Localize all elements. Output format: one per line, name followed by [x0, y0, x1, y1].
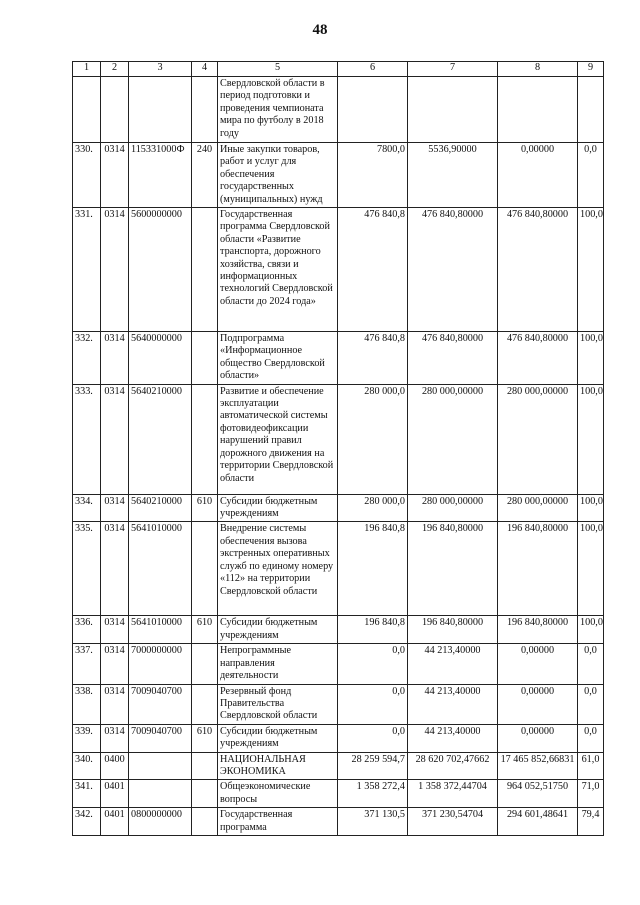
row-number — [73, 77, 101, 143]
target-article-code: 5600000000 — [129, 208, 192, 332]
section-code: 0400 — [101, 752, 129, 780]
section-code — [101, 77, 129, 143]
approved-amount — [408, 77, 498, 143]
item-name: Субсидии бюджетным учреждениям — [218, 616, 338, 644]
section-code: 0314 — [101, 494, 129, 522]
execution-percent: 100,0 — [578, 332, 604, 385]
target-article-code — [129, 77, 192, 143]
planned-amount — [338, 77, 408, 143]
target-article-code: 115331000Ф — [129, 143, 192, 208]
execution-percent: 61,0 — [578, 752, 604, 780]
execution-percent: 100,0 — [578, 384, 604, 494]
executed-amount: 196 840,80000 — [498, 522, 578, 616]
execution-percent: 100,0 — [578, 522, 604, 616]
column-header: 1 — [73, 62, 101, 77]
target-article-code: 5641010000 — [129, 616, 192, 644]
execution-percent: 100,0 — [578, 616, 604, 644]
execution-percent: 0,0 — [578, 684, 604, 724]
row-number: 334. — [73, 494, 101, 522]
expense-type-code: 240 — [192, 143, 218, 208]
item-name: Государственная программа — [218, 808, 338, 836]
execution-percent — [578, 77, 604, 143]
section-code: 0314 — [101, 616, 129, 644]
execution-percent: 100,0 — [578, 494, 604, 522]
executed-amount: 17 465 852,66831 — [498, 752, 578, 780]
execution-percent: 100,0 — [578, 208, 604, 332]
table-row — [73, 332, 604, 385]
table-row — [73, 780, 604, 808]
row-number: 331. — [73, 208, 101, 332]
row-number: 337. — [73, 644, 101, 684]
item-name: Подпрограмма «Информационное общество Свердловской области» — [218, 332, 338, 385]
expense-type-code — [192, 808, 218, 836]
item-name: Иные закупки товаров, работ и услуг для обеспечения государственных (муниципальных) нужд — [218, 143, 338, 208]
approved-amount: 1 358 372,44704 — [408, 780, 498, 808]
executed-amount: 0,00000 — [498, 724, 578, 752]
item-name: Общеэкономические вопросы — [218, 780, 338, 808]
item-name: Субсидии бюджетным учреждениям — [218, 494, 338, 522]
planned-amount: 280 000,0 — [338, 384, 408, 494]
item-name: Субсидии бюджетным учреждениям — [218, 724, 338, 752]
item-name: Внедрение системы обеспечения вызова экстренных оперативных служб по единому номеру «112» на территории Свердловской области — [218, 522, 338, 616]
expense-type-code: 610 — [192, 724, 218, 752]
executed-amount: 476 840,80000 — [498, 332, 578, 385]
approved-amount: 476 840,80000 — [408, 332, 498, 385]
section-code: 0314 — [101, 724, 129, 752]
expense-type-code — [192, 384, 218, 494]
column-header: 9 — [578, 62, 604, 77]
expense-type-code — [192, 780, 218, 808]
budget-table — [72, 61, 604, 836]
execution-percent: 0,0 — [578, 143, 604, 208]
target-article-code: 0800000000 — [129, 808, 192, 836]
row-number: 332. — [73, 332, 101, 385]
section-code: 0314 — [101, 332, 129, 385]
planned-amount: 28 259 594,7 — [338, 752, 408, 780]
table-row — [73, 808, 604, 836]
expense-type-code — [192, 77, 218, 143]
table-row — [73, 616, 604, 644]
row-number: 339. — [73, 724, 101, 752]
planned-amount: 0,0 — [338, 724, 408, 752]
table-row — [73, 143, 604, 208]
approved-amount: 44 213,40000 — [408, 684, 498, 724]
target-article-code: 5641010000 — [129, 522, 192, 616]
expense-type-code — [192, 332, 218, 385]
executed-amount: 0,00000 — [498, 684, 578, 724]
execution-percent: 71,0 — [578, 780, 604, 808]
planned-amount: 7800,0 — [338, 143, 408, 208]
table-row — [73, 384, 604, 494]
table-header-row — [73, 62, 604, 77]
row-number: 341. — [73, 780, 101, 808]
expense-type-code: 610 — [192, 494, 218, 522]
executed-amount: 280 000,00000 — [498, 494, 578, 522]
item-name: Развитие и обеспечение эксплуатации автоматической системы фотовидеофиксации нарушений правил дорожного движения на территории Свердловской области — [218, 384, 338, 494]
approved-amount: 476 840,80000 — [408, 208, 498, 332]
planned-amount: 0,0 — [338, 644, 408, 684]
execution-percent: 79,4 — [578, 808, 604, 836]
page-number: 48 — [312, 22, 328, 38]
expense-type-code: 610 — [192, 616, 218, 644]
executed-amount: 294 601,48641 — [498, 808, 578, 836]
planned-amount: 196 840,8 — [338, 522, 408, 616]
planned-amount: 476 840,8 — [338, 208, 408, 332]
planned-amount: 476 840,8 — [338, 332, 408, 385]
target-article-code — [129, 780, 192, 808]
table-row — [73, 644, 604, 684]
execution-percent: 0,0 — [578, 644, 604, 684]
executed-amount: 0,00000 — [498, 644, 578, 684]
target-article-code: 7009040700 — [129, 684, 192, 724]
section-code: 0314 — [101, 522, 129, 616]
expense-type-code — [192, 752, 218, 780]
expense-type-code — [192, 208, 218, 332]
target-article-code: 7009040700 — [129, 724, 192, 752]
approved-amount: 280 000,00000 — [408, 494, 498, 522]
execution-percent: 0,0 — [578, 724, 604, 752]
target-article-code: 5640210000 — [129, 384, 192, 494]
approved-amount: 280 000,00000 — [408, 384, 498, 494]
executed-amount: 964 052,51750 — [498, 780, 578, 808]
section-code: 0401 — [101, 808, 129, 836]
row-number: 333. — [73, 384, 101, 494]
row-number: 340. — [73, 752, 101, 780]
planned-amount: 371 130,5 — [338, 808, 408, 836]
section-code: 0314 — [101, 384, 129, 494]
approved-amount: 44 213,40000 — [408, 724, 498, 752]
planned-amount: 196 840,8 — [338, 616, 408, 644]
table-row — [73, 684, 604, 724]
planned-amount: 0,0 — [338, 684, 408, 724]
table-row — [73, 522, 604, 616]
expense-type-code — [192, 522, 218, 616]
row-number: 330. — [73, 143, 101, 208]
expense-type-code — [192, 684, 218, 724]
table-row — [73, 724, 604, 752]
target-article-code: 5640210000 — [129, 494, 192, 522]
section-code: 0314 — [101, 684, 129, 724]
column-header: 7 — [408, 62, 498, 77]
approved-amount: 371 230,54704 — [408, 808, 498, 836]
table-row — [73, 77, 604, 143]
column-header: 6 — [338, 62, 408, 77]
column-header: 2 — [101, 62, 129, 77]
section-code: 0314 — [101, 644, 129, 684]
section-code: 0401 — [101, 780, 129, 808]
row-number: 335. — [73, 522, 101, 616]
column-header: 4 — [192, 62, 218, 77]
table-row — [73, 494, 604, 522]
planned-amount: 280 000,0 — [338, 494, 408, 522]
approved-amount: 196 840,80000 — [408, 522, 498, 616]
approved-amount: 5536,90000 — [408, 143, 498, 208]
target-article-code: 5640000000 — [129, 332, 192, 385]
executed-amount: 0,00000 — [498, 143, 578, 208]
column-header: 8 — [498, 62, 578, 77]
item-name: Непрограммные направления деятельности — [218, 644, 338, 684]
item-name: Резервный фонд Правительства Свердловской области — [218, 684, 338, 724]
executed-amount: 280 000,00000 — [498, 384, 578, 494]
executed-amount — [498, 77, 578, 143]
approved-amount: 44 213,40000 — [408, 644, 498, 684]
table-row — [73, 752, 604, 780]
row-number: 342. — [73, 808, 101, 836]
approved-amount: 28 620 702,47662 — [408, 752, 498, 780]
section-code: 0314 — [101, 143, 129, 208]
column-header: 5 — [218, 62, 338, 77]
target-article-code — [129, 752, 192, 780]
item-name: Государственная программа Свердловской области «Развитие транспорта, дорожного хозяйства, связи и информационных технологий Свердловской области до 2024 года» — [218, 208, 338, 332]
approved-amount: 196 840,80000 — [408, 616, 498, 644]
section-code: 0314 — [101, 208, 129, 332]
row-number: 336. — [73, 616, 101, 644]
item-name: Свердловской области в период подготовки и проведения чемпионата мира по футболу в 2018 году — [218, 77, 338, 143]
executed-amount: 196 840,80000 — [498, 616, 578, 644]
target-article-code: 7000000000 — [129, 644, 192, 684]
column-header: 3 — [129, 62, 192, 77]
executed-amount: 476 840,80000 — [498, 208, 578, 332]
expense-type-code — [192, 644, 218, 684]
table-row — [73, 208, 604, 332]
planned-amount: 1 358 272,4 — [338, 780, 408, 808]
row-number: 338. — [73, 684, 101, 724]
item-name: НАЦИОНАЛЬНАЯ ЭКОНОМИКА — [218, 752, 338, 780]
